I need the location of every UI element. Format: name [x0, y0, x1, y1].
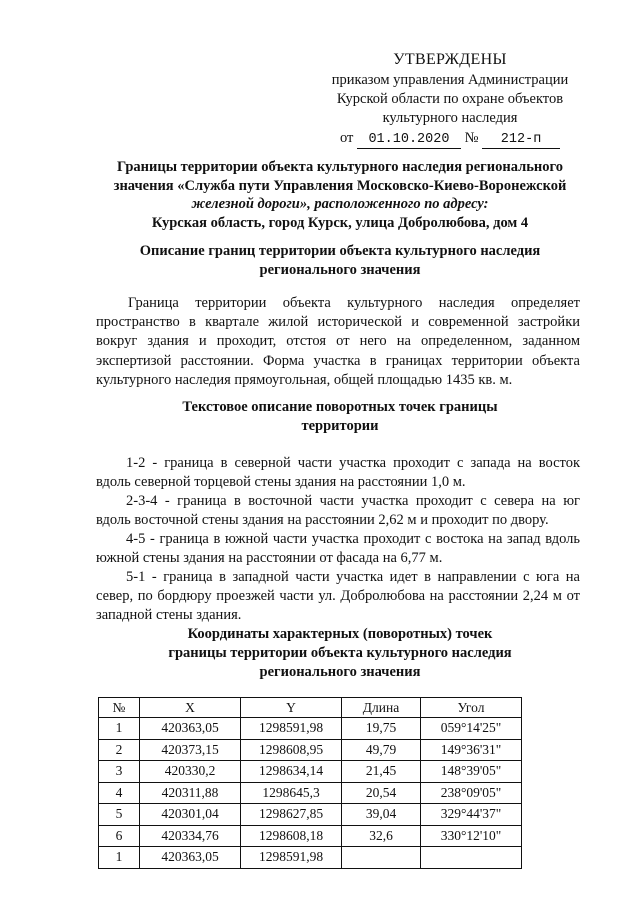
order-date-number [320, 129, 580, 149]
cell-length: 49,79 [342, 739, 421, 761]
cell-x: 420301,04 [140, 804, 241, 826]
table-row [99, 804, 522, 826]
cell-number: 1 [99, 847, 140, 869]
cell-y: 1298645,3 [241, 782, 342, 804]
cell-number: 3 [99, 761, 140, 783]
cell-angle: 238°09'05" [421, 782, 522, 804]
cell-number: 4 [99, 782, 140, 804]
cell-x: 420363,05 [140, 718, 241, 740]
segment-line: север, по бордюру проезжей части ул. Добролюбова на расстоянии 2,24 м от [96, 588, 580, 605]
section1-heading-line-2: регионального значения [259, 262, 421, 278]
table-row [99, 761, 522, 783]
paragraph-line: Граница территории объекта культурного наследия определяет [128, 295, 580, 311]
cell-number: 6 [99, 825, 140, 847]
segment-line: западной стены здания. [96, 607, 242, 624]
section2-heading [120, 398, 560, 436]
table-row [99, 825, 522, 847]
title-line-4: Курская область, город Курск, улица Добролюбова, дом 4 [151, 214, 529, 231]
section2-heading-line-2: территории [301, 418, 379, 434]
cell-angle: 329°44'37" [421, 804, 522, 826]
approval-block [320, 50, 580, 149]
segment-line: 4-5 - граница в южной части участка проходит с востока на запад вдоль [126, 531, 580, 547]
cell-number: 5 [99, 804, 140, 826]
cell-length [342, 847, 421, 869]
number-prefix: № [464, 130, 479, 146]
cell-angle [421, 847, 522, 869]
table-row [99, 718, 522, 740]
cell-length: 20,54 [342, 782, 421, 804]
header-angle: Угол [421, 698, 522, 718]
cell-y: 1298591,98 [241, 718, 342, 740]
cell-number: 2 [99, 739, 140, 761]
section1-paragraph [96, 294, 580, 390]
section3-heading-line-1: Координаты характерных (поворотных) точек [187, 626, 493, 642]
segment-line: южной стены здания на расстоянии от фасада на 6,77 м. [96, 550, 443, 567]
cell-x: 420373,15 [140, 739, 241, 761]
approval-line-1: приказом управления Администрации [331, 72, 569, 88]
cell-y: 1298634,14 [241, 761, 342, 783]
section3-heading-line-3: регионального значения [259, 664, 421, 680]
segment-line: 5-1 - граница в западной части участка идет в направлении с юга на [126, 569, 580, 585]
segment-line: 2-3-4 - граница в восточной части участка проходит с севера на юг [126, 493, 580, 509]
date-prefix: от [339, 130, 354, 146]
segment-line: 1-2 - граница в северной части участка проходит с запада на восток [126, 455, 580, 471]
header-number: № [99, 698, 140, 718]
paragraph-line: экспертизой расстоянии. Форма участка в границах территории объекта [96, 352, 580, 369]
approval-heading: УТВЕРЖДЕНЫ [393, 51, 507, 68]
cell-x: 420363,05 [140, 847, 241, 869]
cell-y: 1298608,18 [241, 825, 342, 847]
cell-x: 420330,2 [140, 761, 241, 783]
cell-length: 21,45 [342, 761, 421, 783]
order-number: 212-п [482, 132, 560, 149]
cell-y: 1298627,85 [241, 804, 342, 826]
section1-heading [110, 242, 570, 280]
title-line-2: значения «Служба пути Управления Московско-Киево-Воронежской [113, 177, 567, 194]
section1-heading-line-1: Описание границ территории объекта культурного наследия [139, 243, 541, 259]
cell-length: 19,75 [342, 718, 421, 740]
table-row [99, 847, 522, 869]
table-header-row [99, 698, 522, 718]
cell-x: 420334,76 [140, 825, 241, 847]
segment-5-1 [96, 568, 580, 626]
segment-1-2 [96, 454, 580, 492]
cell-length: 39,04 [342, 804, 421, 826]
segment-line: вдоль восточной стены здания на расстоянии 2,62 м и проходит по двору. [96, 512, 549, 529]
approval-line-2: Курской области по охране объектов [336, 91, 564, 107]
cell-angle: 330°12'10" [421, 825, 522, 847]
paragraph-line: вокруг здания и проходит, отстоя от него на определенном, заданном [96, 333, 580, 350]
cell-angle: 149°36'31" [421, 739, 522, 761]
segment-4-5 [96, 530, 580, 568]
segment-2-3-4 [96, 492, 580, 530]
header-y: Y [241, 698, 342, 718]
order-date: 01.10.2020 [357, 132, 461, 149]
cell-y: 1298608,95 [241, 739, 342, 761]
table-row [99, 739, 522, 761]
paragraph-line: пространство в квартале жилой исторической и современной застройки [96, 314, 580, 331]
cell-length: 32,6 [342, 825, 421, 847]
header-x: X [140, 698, 241, 718]
title-line-1: Границы территории объекта культурного наследия регионального [117, 159, 563, 175]
table-row [99, 782, 522, 804]
cell-angle: 059°14'25" [421, 718, 522, 740]
cell-x: 420311,88 [140, 782, 241, 804]
document-title [90, 158, 590, 232]
coordinates-table [98, 697, 522, 869]
cell-y: 1298591,98 [241, 847, 342, 869]
header-length: Длина [342, 698, 421, 718]
cell-angle: 148°39'05" [421, 761, 522, 783]
section3-heading-line-2: границы территории объекта культурного наследия [168, 645, 512, 661]
section3-heading [110, 625, 570, 682]
cell-number: 1 [99, 718, 140, 740]
approval-line-3: культурного наследия [382, 110, 518, 126]
segment-line: вдоль северной торцевой стены здания на расстоянии 1,0 м. [96, 474, 466, 491]
section2-heading-line-1: Текстовое описание поворотных точек границы [182, 399, 498, 415]
title-line-3: железной дороги», расположенного по адресу: [191, 196, 489, 212]
paragraph-line: культурного наследия прямоугольная, общей площадью 1435 кв. м. [96, 371, 513, 388]
